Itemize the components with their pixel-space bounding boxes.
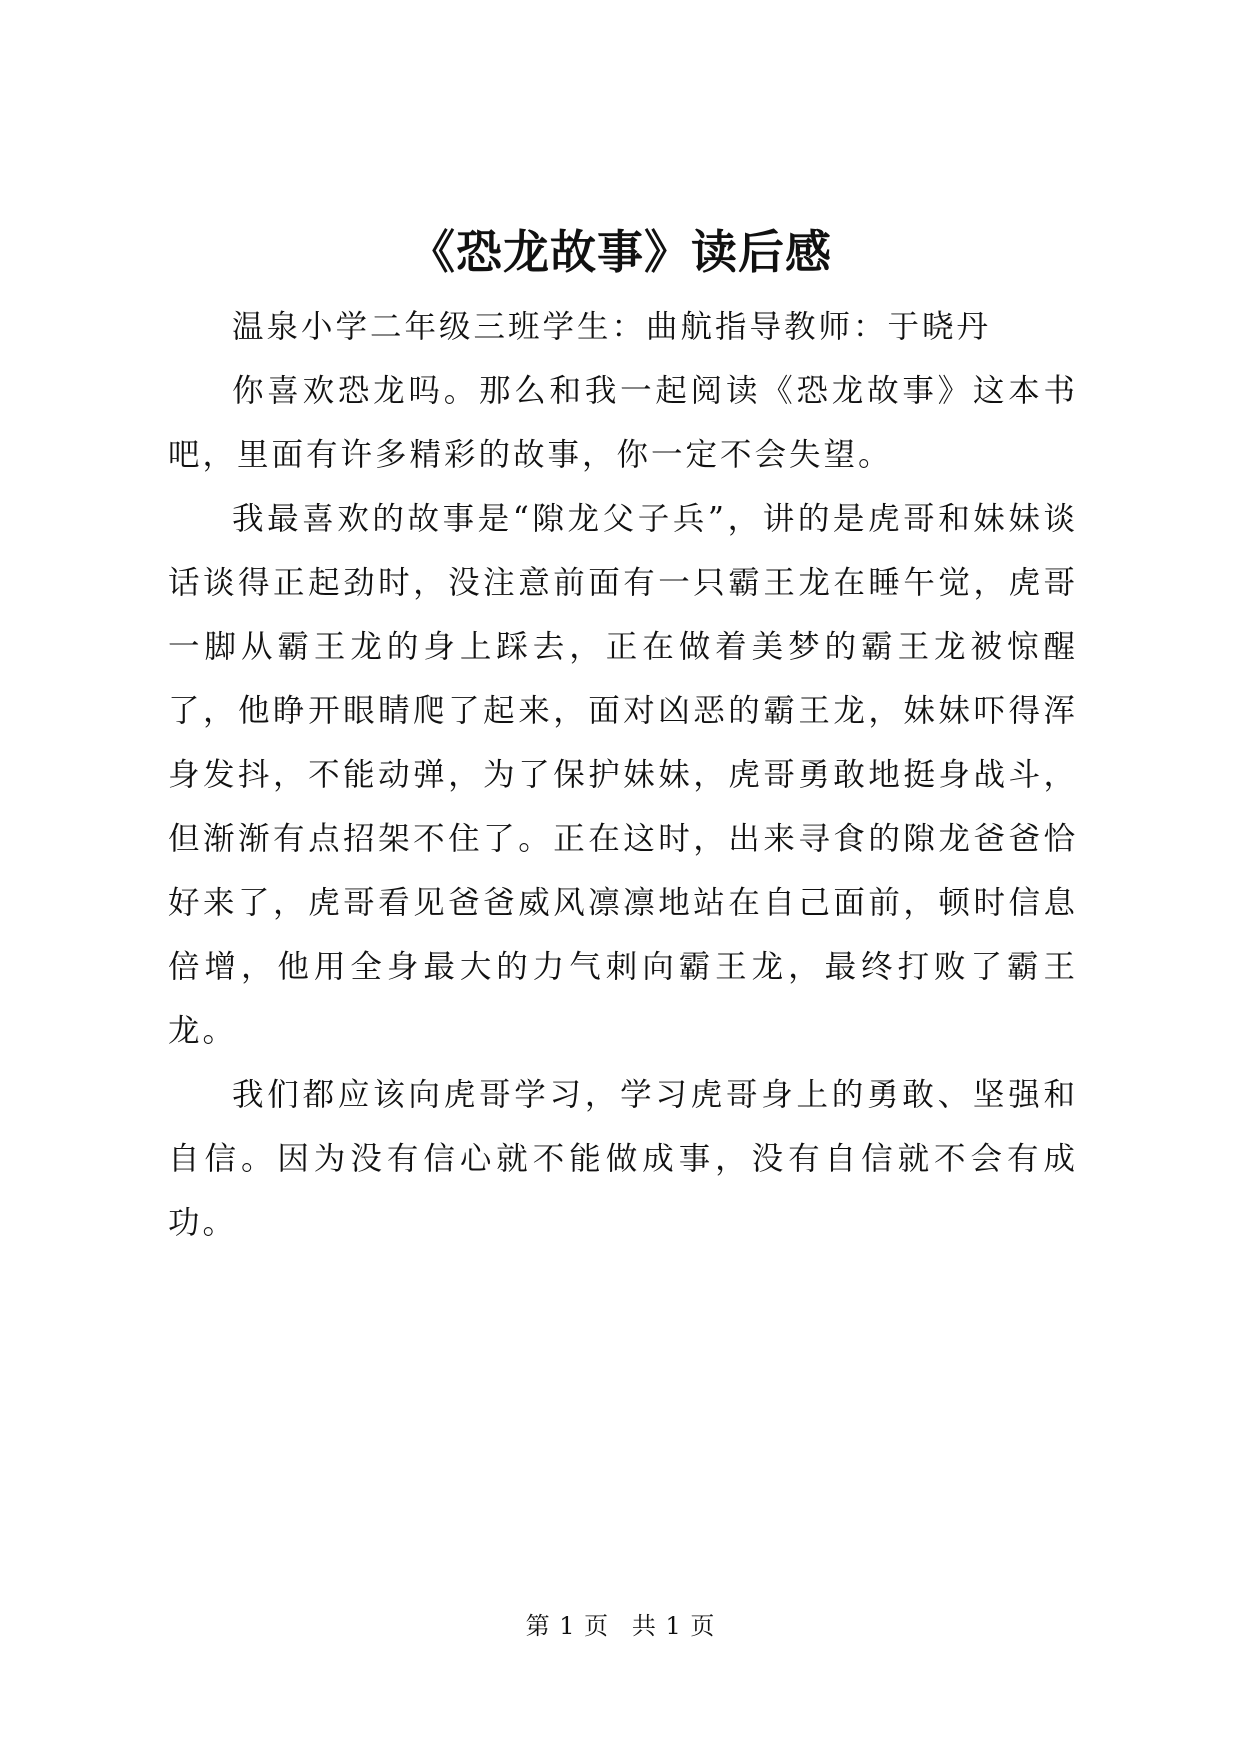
page-total: 共 1 页 [631,1612,716,1640]
paragraph-3: 我们都应该向虎哥学习，学习虎哥身上的勇敢、坚强和自信。因为没有信心就不能做成事，没有自信就不会有成功。 [168,1077,1078,1241]
page-number: 第 1 页 [525,1612,610,1640]
paragraph-2: 我最喜欢的故事是“隙龙父子兵”，讲的是虎哥和妹妹谈话谈得正起劲时，没注意前面有一只霸王龙在睡午觉，虎哥一脚从霸王龙的身上踩去，正在做着美梦的霸王龙被惊醒了，他睁开眼睛爬了起来，面对凶恶的霸王龙，妹妹吓得浑身发抖，不能动弹，为了保护妹妹，虎哥勇敢地挺身战斗，但渐渐有点招架不住了。正在这时，出来寻食的隙龙爸爸恰好来了，虎哥看见爸爸威风凛凛地站在自己面前，顿时信息倍增，他用全身最大的力气刺向霸王龙，最终打败了霸王龙。 [168,501,1078,1049]
document-title: 《恐龙故事》读后感 [409,225,832,279]
document-body [168,295,1078,1255]
page-footer [0,1610,1241,1642]
paragraph-1: 你喜欢恐龙吗。那么和我一起阅读《恐龙故事》这本书吧，里面有许多精彩的故事，你一定不会失望。 [168,373,1078,473]
byline: 温泉小学二年级三班学生：曲航指导教师：于晓丹 [232,309,992,345]
